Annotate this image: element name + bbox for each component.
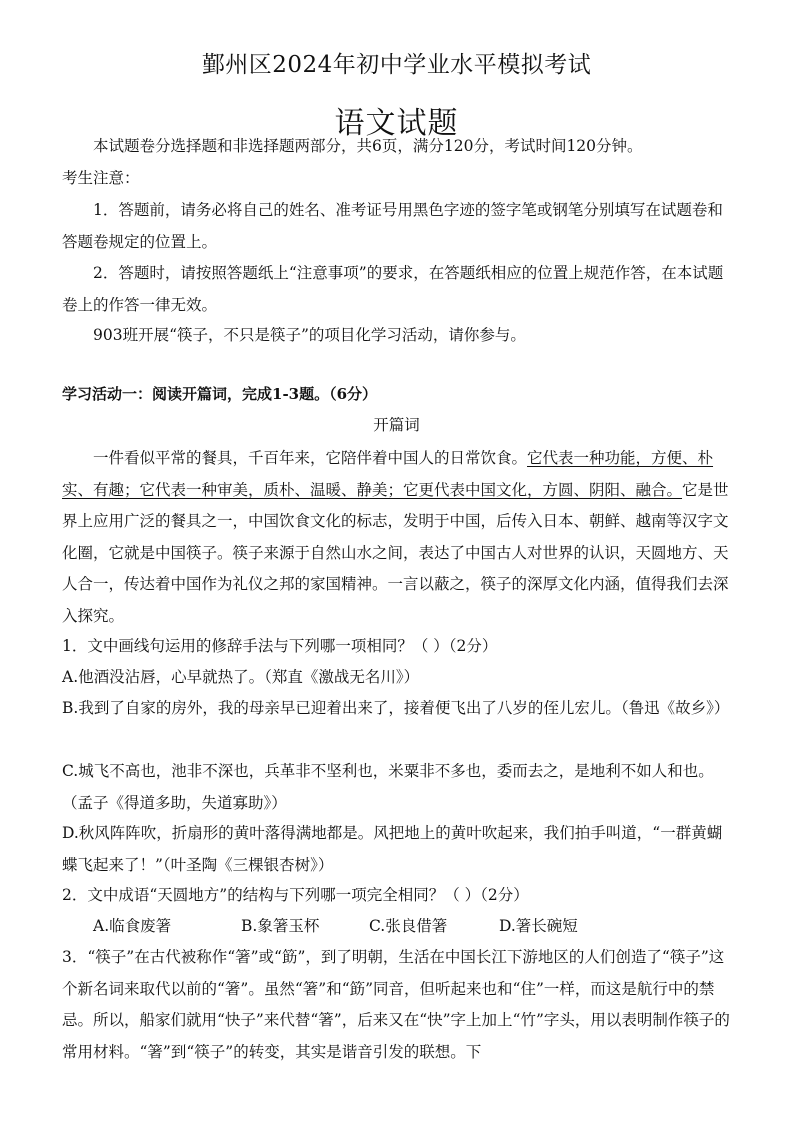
- notice-label: 考生注意：: [62, 169, 140, 187]
- activity-intro: 903班开展“筷子，不只是筷子”的项目化学习活动，请你参与。: [93, 326, 526, 344]
- question-3-text: 3．“筷子”在古代被称作“箸”或“筯”，到了明朝，生活在中国长江下游地区的人们创造了“筷子”这个新名词来取代以前的“箸”。虽然“箸”和“筯”同音，但听起来也和“住”一样，而这是航行中的禁忌。所以，船家们就用“快子”来代替“箸”，后来又在“快”字上加上“竹”字头，用以表明制作筷子的常用材料。“箸”到“筷子”的转变，其实是谐音引发的联想。下: [62, 948, 730, 1061]
- question-2-stem: 2．文中成语“天圆地方”的结构与下列哪一项完全相同？（ ）（2分）: [62, 886, 529, 904]
- section-heading: 学习活动一：阅读开篇词，完成1-3题。（6分）: [62, 385, 378, 403]
- subject-title: 语文试题: [334, 106, 459, 141]
- question-1-option-a: A.他酒没沾唇，心早就热了。（郑直《激战无名川》）: [62, 668, 420, 686]
- question-1-option-b: B.我到了自家的房外，我的母亲早已迎着出来了，接着便飞出了八岁的侄儿宏儿。（鲁迅《故乡》）: [62, 699, 730, 717]
- question-2-option: B.象箸玉杯: [241, 917, 320, 935]
- question-1-option-c: C.城飞不高也，池非不深也，兵革非不坚利也，米粟非不多也，委而去之，是地利不如人和也。（孟子《得道多助，失道寡助》）: [62, 762, 714, 812]
- notice-1: 1．答题前，请务必将自己的姓名、准考证号用黑色字迹的签字笔或钢笔分别填写在试题卷和答题卷规定的位置上。: [62, 201, 723, 251]
- question-1-option-d: D.秋风阵阵吹，折扇形的黄叶落得满地都是。风把地上的黄叶吹起来，我们拍手叫道，“一群黄蝴蝶飞起来了！”（叶圣陶《三棵银杏树》）: [62, 824, 723, 874]
- question-2-option: C.张良借箸: [369, 917, 448, 935]
- intro-line: 本试题卷分选择题和非选择题两部分，共6页，满分120分，考试时间120分钟。: [93, 137, 643, 155]
- underlined-sentence: 它代表一种功能，方便、朴实、有趣；它代表一种审美，质朴、温暖、静美；它更代表中国文化，方圆、阴阳、融合。: [62, 449, 714, 499]
- opening-passage: [62, 443, 732, 632]
- notice-2: 2．答题时，请按照答题纸上“注意事项”的要求，在答题纸相应的位置上规范作答，在本试题卷上的作答一律无效。: [62, 264, 724, 314]
- question-2-options: [93, 911, 713, 942]
- passage-title: 开篇词: [373, 416, 420, 434]
- exam-title: 鄞州区2024年初中学业水平模拟考试: [201, 52, 592, 78]
- question-2-option: D.箸长碗短: [499, 917, 578, 935]
- passage-text: 它是世界上应用广泛的餐具之一，中国饮食文化的标志，发明于中国，后传入日本、朝鲜、越南等汉字文化圈，它就是中国筷子。筷子来源于自然山水之间，表达了中国古人对世界的认识，天圆地方、天人合一，传达着中国作为礼仪之邦的家国精神。一言以蔽之，筷子的深厚文化内涵，值得我们去深入探究。: [62, 480, 729, 625]
- question-1-stem: 1．文中画线句运用的修辞手法与下列哪一项相同？（ ）（2分）: [62, 637, 498, 655]
- passage-text: 一件看似平常的餐具，千百年来，它陪伴着中国人的日常饮食。: [93, 449, 528, 467]
- question-2-option: A.临食废箸: [93, 917, 172, 935]
